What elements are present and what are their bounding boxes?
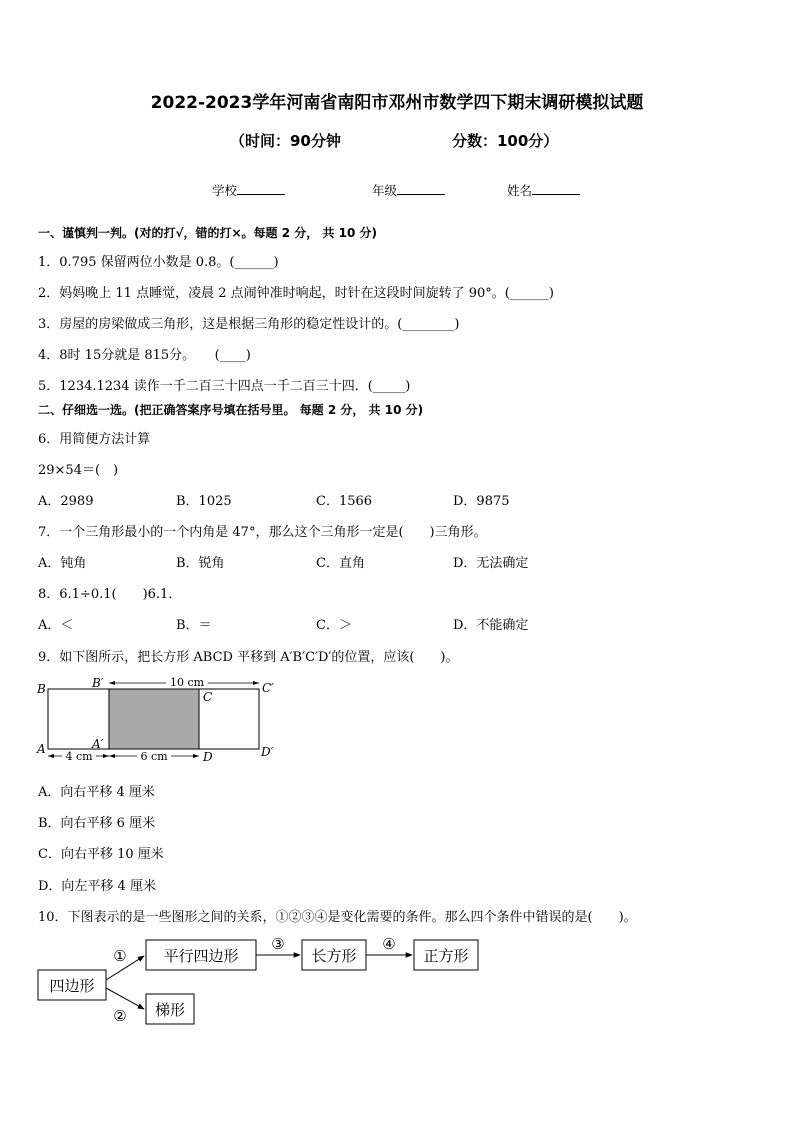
translation-figure	[34, 674, 284, 766]
school-label: 学校	[212, 183, 238, 198]
label-c: C	[203, 690, 213, 704]
q9-option-d[interactable]: D．向左平移 4 厘米	[38, 879, 156, 894]
label-a: A	[37, 742, 46, 756]
label-b-prime: B′	[92, 676, 104, 690]
dim-bottom-arrow-left	[109, 754, 115, 758]
q7-option-b[interactable]: B．锐角	[176, 556, 225, 571]
arrow-condition-2	[106, 988, 144, 1009]
overlap-shaded-rectangle	[109, 689, 199, 749]
q7-option-d[interactable]: D．无法确定	[453, 556, 529, 571]
q6-option-b[interactable]: B．1025	[176, 494, 232, 509]
grade-field[interactable]	[372, 181, 445, 199]
question-6-expression: 29×54＝( )	[38, 463, 119, 478]
question-1: 1．0.795 保留两位小数是 0.8。(______)	[38, 255, 279, 270]
name-label: 姓名	[507, 183, 533, 198]
dim-left-label: 4 cm	[65, 750, 93, 763]
dim-left-arrow-left	[48, 754, 54, 758]
dim-bottom-arrow-right	[193, 754, 199, 758]
label-a-prime: A′	[92, 737, 104, 751]
label-d: D	[203, 750, 213, 764]
condition-3-label: ③	[271, 935, 285, 953]
q7-option-a[interactable]: A．钝角	[38, 556, 87, 571]
box-parallelogram-label: 平行四边形	[163, 947, 239, 965]
section2-heading: 二、仔细选一选。(把正确答案序号填在括号里。 每题 2 分， 共 10 分)	[38, 403, 424, 417]
question-2: 2．妈妈晚上 11 点睡觉，凌晨 2 点闹钟准时响起，时针在这段时间旋转了 90°。(______)	[38, 286, 554, 301]
exam-time: （时间：90分钟	[230, 132, 341, 150]
label-b: B	[37, 682, 46, 696]
school-field[interactable]	[212, 181, 285, 199]
grade-blank[interactable]	[397, 182, 445, 195]
dim-top-arrow-right	[253, 681, 259, 685]
section1-heading: 一、谨慎判一判。(对的打√，错的打×。每题 2 分， 共 10 分)	[38, 226, 377, 240]
name-field[interactable]	[507, 181, 580, 199]
question-10-stem: 10．下图表示的是一些图形之间的关系，①②③④是变化需要的条件。那么四个条件中错误的是( )。	[38, 910, 637, 925]
dim-bottom-label: 6 cm	[140, 750, 168, 763]
condition-4-label: ④	[382, 935, 396, 953]
page-title: 2022-2023学年河南省南阳市邓州市数学四下期末调研模拟试题	[150, 93, 644, 113]
question-4: 4．8时 15分就是 815分。 (____)	[38, 348, 251, 363]
question-6-stem: 6．用简便方法计算	[38, 432, 151, 447]
q8-option-a[interactable]: A．＜	[38, 618, 74, 633]
question-9-stem: 9．如下图所示，把长方形 ABCD 平移到 A′B′C′D′的位置，应该( )。	[38, 650, 459, 665]
dim-top-arrow-left	[109, 681, 115, 685]
question-5: 5．1234.1234 读作一千二百三十四点一千二百三十四．(_____)	[38, 379, 411, 394]
question-8-stem: 8．6.1÷0.1( )6.1．	[38, 587, 182, 602]
q7-option-c[interactable]: C．直角	[316, 556, 365, 571]
q6-option-a[interactable]: A．2989	[38, 494, 94, 509]
dim-top-label: 10 cm	[169, 676, 205, 689]
shape-relation-diagram	[36, 932, 486, 1028]
q6-option-d[interactable]: D．9875	[453, 494, 510, 509]
q8-option-d[interactable]: D．不能确定	[453, 618, 529, 633]
grade-label: 年级	[372, 183, 398, 198]
box-rectangle-label: 长方形	[311, 947, 357, 965]
label-c-prime: C′	[262, 681, 274, 695]
q8-option-b[interactable]: B．＝	[176, 618, 212, 633]
condition-1-label: ①	[113, 947, 127, 965]
exam-score: 分数：100分）	[452, 132, 559, 150]
school-blank[interactable]	[237, 182, 285, 195]
condition-2-label: ②	[113, 1007, 127, 1025]
q9-option-b[interactable]: B．向右平移 6 厘米	[38, 816, 156, 831]
question-3: 3．房屋的房梁做成三角形，这是根据三角形的稳定性设计的。(________)	[38, 317, 460, 332]
name-blank[interactable]	[532, 182, 580, 195]
question-7-stem: 7．一个三角形最小的一个内角是 47°，那么这个三角形一定是( )三角形。	[38, 525, 487, 540]
box-trapezoid-label: 梯形	[154, 1001, 186, 1019]
q9-option-a[interactable]: A．向右平移 4 厘米	[38, 785, 155, 800]
box-square-label: 正方形	[423, 947, 469, 965]
label-d-prime: D′	[261, 745, 274, 759]
q8-option-c[interactable]: C．＞	[316, 618, 352, 633]
q6-option-c[interactable]: C．1566	[316, 494, 373, 509]
box-quadrilateral-label: 四边形	[49, 977, 95, 995]
dim-left-arrow-right	[103, 754, 109, 758]
q9-option-c[interactable]: C．向右平移 10 厘米	[38, 847, 164, 862]
